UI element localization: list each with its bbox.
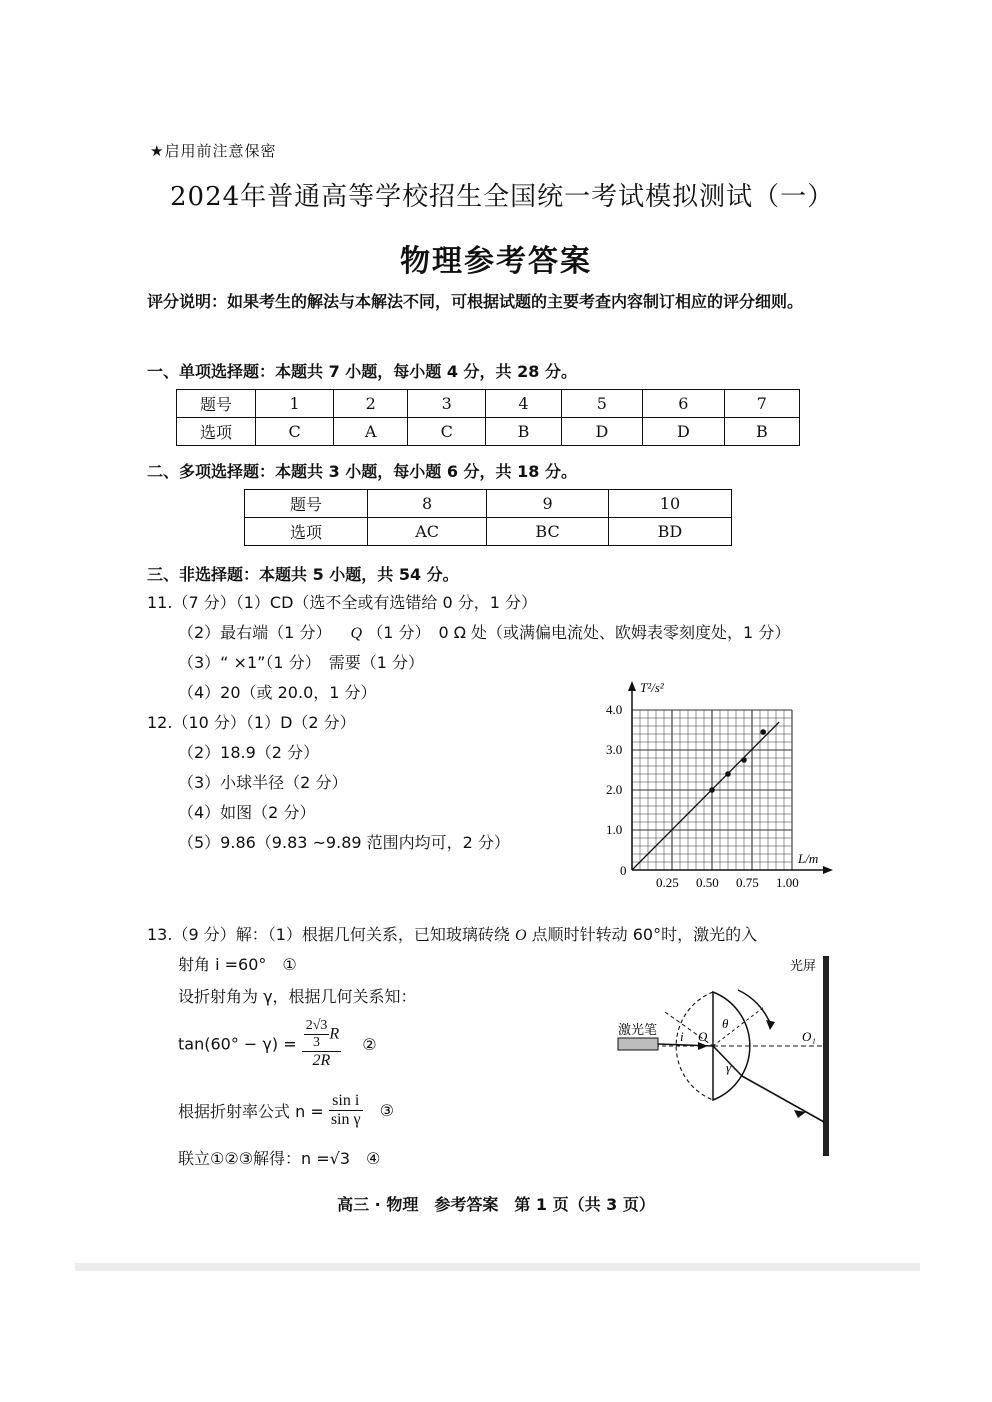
single-choice-table (176, 389, 800, 446)
inner-numerator: 2√3 (305, 1018, 328, 1033)
table-cell: A (334, 418, 408, 446)
q11-part2-rest: （1 分） 0 Ω 处（或满偏电流处、欧姆表零刻度处，1 分） (367, 623, 791, 642)
fraction-denominator: 2R (312, 1052, 331, 1069)
q12-line3: （3）小球半径（2 分） (178, 773, 348, 792)
fraction-numerator (302, 1018, 341, 1052)
emergent-ray (742, 1076, 824, 1122)
table-row (245, 490, 732, 518)
q11-line4: （4）20（或 20.0，1 分） (178, 683, 377, 702)
table-cell: 10 (608, 490, 731, 518)
x-tick-label: 0.50 (696, 875, 719, 890)
table-cell: AC (368, 518, 487, 546)
radius-variable: R (329, 1025, 340, 1043)
table-cell: 6 (643, 390, 725, 418)
laser-pointer (618, 1038, 658, 1050)
q11-variable: Q (350, 625, 363, 642)
equation-lhs: tan(60° − γ) = (178, 1034, 297, 1054)
x-axis-label: L/m (798, 851, 819, 866)
period-length-graph (600, 675, 835, 895)
q13-text-rest: 点顺时针转动 60°时，激光的入 (531, 925, 758, 944)
equation-mark: ③ (379, 1101, 395, 1120)
y-tick-label: 2.0 (606, 782, 623, 797)
light-screen (823, 956, 829, 1156)
q13-result: 联立①②③解得：n =√3 ④ (178, 1149, 381, 1168)
theta-label: θ (722, 1016, 729, 1031)
page-footer: 高三 · 物理 参考答案 第 1 页（共 3 页） (337, 1195, 655, 1214)
inner-denominator: 3 (313, 1035, 321, 1050)
table-cell: D (561, 418, 643, 446)
table-cell: 1 (256, 390, 334, 418)
multi-choice-table (244, 489, 732, 546)
q13-equation-refraction (178, 1092, 394, 1129)
center-o-label: O (698, 1029, 708, 1044)
table-row (245, 518, 732, 546)
q11-part2: （2）最右端（1 分） (178, 623, 332, 642)
laser-label: 激光笔 (618, 1023, 658, 1038)
exam-title: 2024年普通高等学校招生全国统一考试模拟测试（一） (170, 182, 835, 212)
table-row (177, 418, 800, 446)
table-cell: 题号 (177, 390, 256, 418)
table-cell: B (724, 418, 799, 446)
section3-heading: 三、非选择题：本题共 5 小题，共 54 分。 (147, 565, 459, 584)
equation-mark: ② (362, 1034, 377, 1054)
q12-line1: 12.（10 分）（1）D（2 分） (147, 713, 356, 732)
table-cell: B (486, 418, 561, 446)
o1-label: O₁ (802, 1029, 816, 1044)
data-point (709, 787, 715, 793)
gamma-label: γ (726, 1060, 732, 1075)
section2-heading: 二、多项选择题：本题共 3 小题，每小题 6 分，共 18 分。 (147, 462, 577, 481)
q12-line2: （2）18.9（2 分） (178, 743, 320, 762)
y-axis-label: T²/s² (640, 680, 664, 695)
scan-edge (75, 1263, 920, 1271)
document-title: 物理参考答案 (400, 244, 592, 279)
fraction-numerator: sin i (329, 1092, 363, 1111)
equation-lhs: 根据折射率公式 n = (178, 1102, 324, 1121)
table-cell: 7 (724, 390, 799, 418)
confidential-notice: ★启用前注意保密 (150, 142, 277, 160)
table-cell: 9 (487, 490, 609, 518)
x-tick-label: 1.00 (776, 875, 799, 890)
table-cell: 选项 (177, 418, 256, 446)
data-point (760, 729, 766, 735)
q13-line2: 射角 i =60° ① (178, 955, 297, 974)
y-axis-arrow-icon (628, 681, 636, 691)
table-cell: 题号 (245, 490, 368, 518)
fraction (302, 1018, 341, 1070)
q11-line1: 11.（7 分）（1）CD（选不全或有选错给 0 分，1 分） (147, 593, 538, 612)
table-cell: 8 (368, 490, 487, 518)
scoring-note: 评分说明：如果考生的解法与本解法不同，可根据试题的主要考查内容制订相应的评分细则。 (147, 292, 804, 311)
table-cell: 3 (408, 390, 486, 418)
q13-line1 (147, 922, 757, 945)
table-row (177, 390, 800, 418)
x-tick-label: 0.25 (656, 875, 679, 890)
fit-line (632, 722, 779, 870)
table-cell: C (256, 418, 334, 446)
q12-line4: （4）如图（2 分） (178, 803, 316, 822)
table-cell: 选项 (245, 518, 368, 546)
table-cell: C (408, 418, 486, 446)
x-axis-arrow-icon (823, 866, 833, 874)
fraction-denominator: sin γ (330, 1111, 361, 1128)
section1-heading: 一、单项选择题：本题共 7 小题，每小题 4 分，共 28 分。 (147, 362, 577, 381)
q13-variable: O (515, 927, 527, 944)
screen-label: 光屏 (790, 959, 817, 974)
incidence-angle-label: i (680, 1029, 684, 1044)
origin-label: 0 (620, 863, 627, 878)
q13-text: 13.（9 分）解：（1）根据几何关系，已知玻璃砖绕 (147, 925, 510, 944)
q13-equation-tan (178, 1018, 377, 1070)
y-tick-label: 3.0 (606, 742, 623, 757)
q11-line2 (178, 620, 790, 643)
table-cell: D (643, 418, 725, 446)
table-cell: 4 (486, 390, 561, 418)
q13-line3: 设折射角为 γ，根据几何关系知： (178, 987, 417, 1006)
inner-fraction (304, 1018, 330, 1051)
table-cell: BC (487, 518, 609, 546)
x-tick-label: 0.75 (736, 875, 759, 890)
y-tick-label: 1.0 (606, 822, 623, 837)
table-cell: BD (608, 518, 731, 546)
q12-line5: （5）9.86（9.83 ~9.89 范围内均可，2 分） (178, 833, 510, 852)
optics-diagram (610, 950, 840, 1160)
data-point (741, 757, 747, 763)
q11-line3: （3）“ ×1”（1 分） 需要（1 分） (178, 653, 424, 672)
rotation-arrow-icon (766, 1020, 775, 1030)
y-tick-label: 4.0 (606, 702, 623, 717)
table-cell: 2 (334, 390, 408, 418)
fraction (329, 1092, 363, 1129)
table-cell: 5 (561, 390, 643, 418)
data-point (725, 771, 731, 777)
